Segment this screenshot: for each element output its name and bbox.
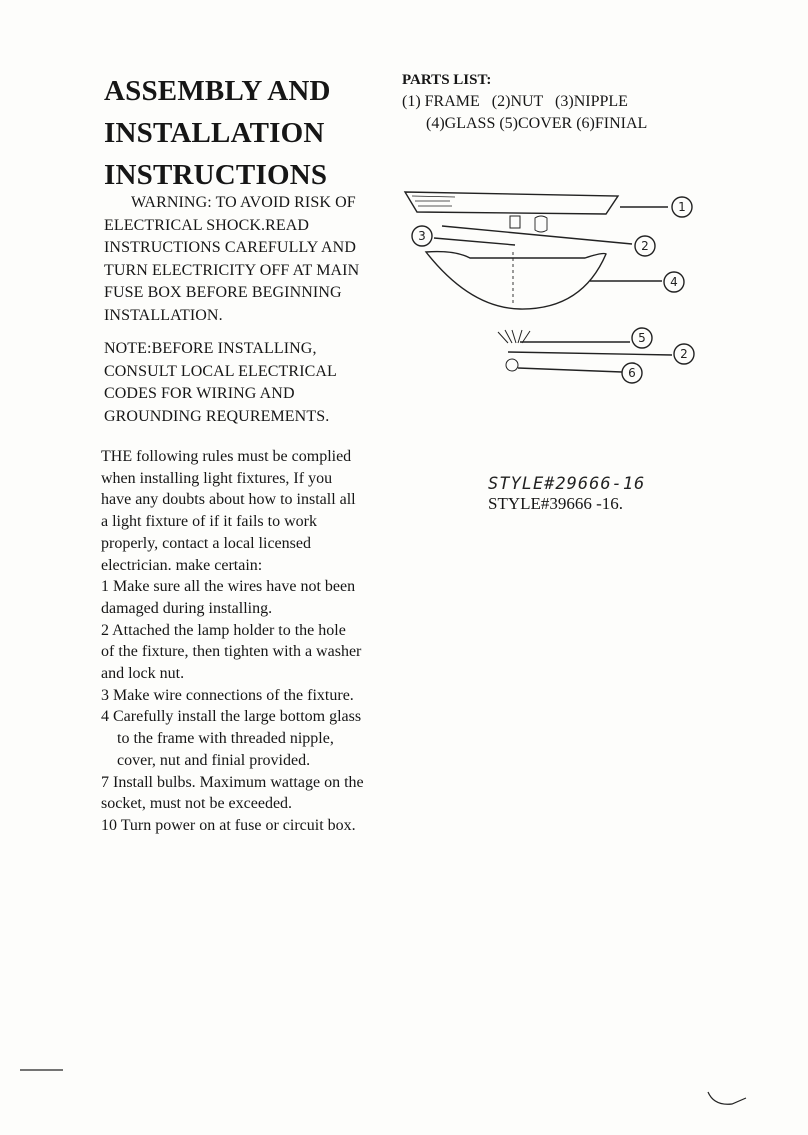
warning-line: INSTRUCTIONS CAREFULLY AND — [104, 239, 356, 256]
rules-line: THE following rules must be complied — [101, 448, 352, 465]
rules-line: have any doubts about how to install all — [101, 491, 356, 509]
rules-line: of the fixture, then tighten with a washer — [101, 643, 362, 661]
note-line: CODES FOR WIRING AND — [104, 385, 295, 402]
finial-leader — [518, 368, 622, 372]
rules-line: 1 Make sure all the wires have not been — [101, 578, 356, 596]
rules-line: 4 Carefully install the large bottom glass — [101, 708, 362, 726]
rules-line: 2 Attached the lamp holder to the hole — [101, 621, 346, 639]
corner-mark — [708, 1092, 746, 1104]
callout-glass-label: 4 — [670, 275, 678, 289]
parts-heading: PARTS LIST: — [402, 72, 492, 88]
callout-nipple-label: 3 — [418, 229, 426, 243]
callout-cover-label: 5 — [638, 331, 646, 345]
parts-line-1: (1) FRAME (2)NUT (3)NIPPLE — [402, 93, 628, 110]
note-line: NOTE:BEFORE INSTALLING, — [104, 340, 317, 357]
callout-nut-lower-label: 2 — [680, 347, 688, 361]
warning-line: WARNING: TO AVOID RISK OF — [131, 194, 356, 211]
cover-shape — [498, 330, 530, 343]
title-line-2: INSTALLATION — [104, 117, 325, 149]
glass-shape — [426, 252, 606, 309]
rules-line: to the frame with threaded nipple, — [117, 730, 334, 748]
finial-shape — [506, 359, 518, 371]
small-part — [535, 216, 547, 232]
title-line-1: ASSEMBLY AND — [104, 75, 331, 107]
nipple-shape — [510, 216, 520, 228]
note-line: CONSULT LOCAL ELECTRICAL — [104, 362, 337, 380]
rules-line: when installing light fixtures, If you — [101, 469, 333, 487]
rules-line: 3 Make wire connections of the fixture. — [101, 686, 354, 704]
frame-texture — [412, 196, 455, 206]
rules-line: 10 Turn power on at fuse or circuit box. — [101, 816, 356, 834]
frame-shape — [405, 192, 618, 214]
rules-line: damaged during installing. — [101, 599, 273, 617]
rules-line: socket, must not be exceeded. — [101, 795, 293, 813]
warning-line: TURN ELECTRICITY OFF AT MAIN — [104, 261, 360, 279]
style-number-handwritten: STYLE#29666-16 — [488, 474, 646, 494]
warning-line: FUSE BOX BEFORE BEGINNING — [104, 284, 342, 301]
rules-line: and lock nut. — [101, 665, 185, 683]
warning-line: ELECTRICAL SHOCK.READ — [104, 216, 310, 234]
warning-line: INSTALLATION. — [104, 306, 223, 324]
title-line-3: INSTRUCTIONS — [104, 159, 328, 191]
rules-line: cover, nut and finial provided. — [117, 751, 311, 769]
note-line: GROUNDING REQUREMENTS. — [104, 407, 330, 425]
rules-line: properly, contact a local licensed — [101, 534, 311, 552]
callout-finial-label: 6 — [628, 366, 636, 380]
style-number-printed: STYLE#39666 -16. — [488, 494, 624, 513]
callout-frame-label: 1 — [678, 200, 686, 214]
callout-nut-upper-label: 2 — [641, 239, 649, 253]
rules-line: 7 Install bulbs. Maximum wattage on the — [101, 773, 364, 791]
rules-line: a light fixture of if it fails to work — [101, 513, 317, 531]
nipple-leader — [434, 238, 515, 245]
nut-leader-lower — [508, 352, 672, 355]
rules-line: electrician. make certain: — [101, 556, 263, 574]
parts-line-2: (4)GLASS (5)COVER (6)FINIAL — [426, 115, 648, 132]
